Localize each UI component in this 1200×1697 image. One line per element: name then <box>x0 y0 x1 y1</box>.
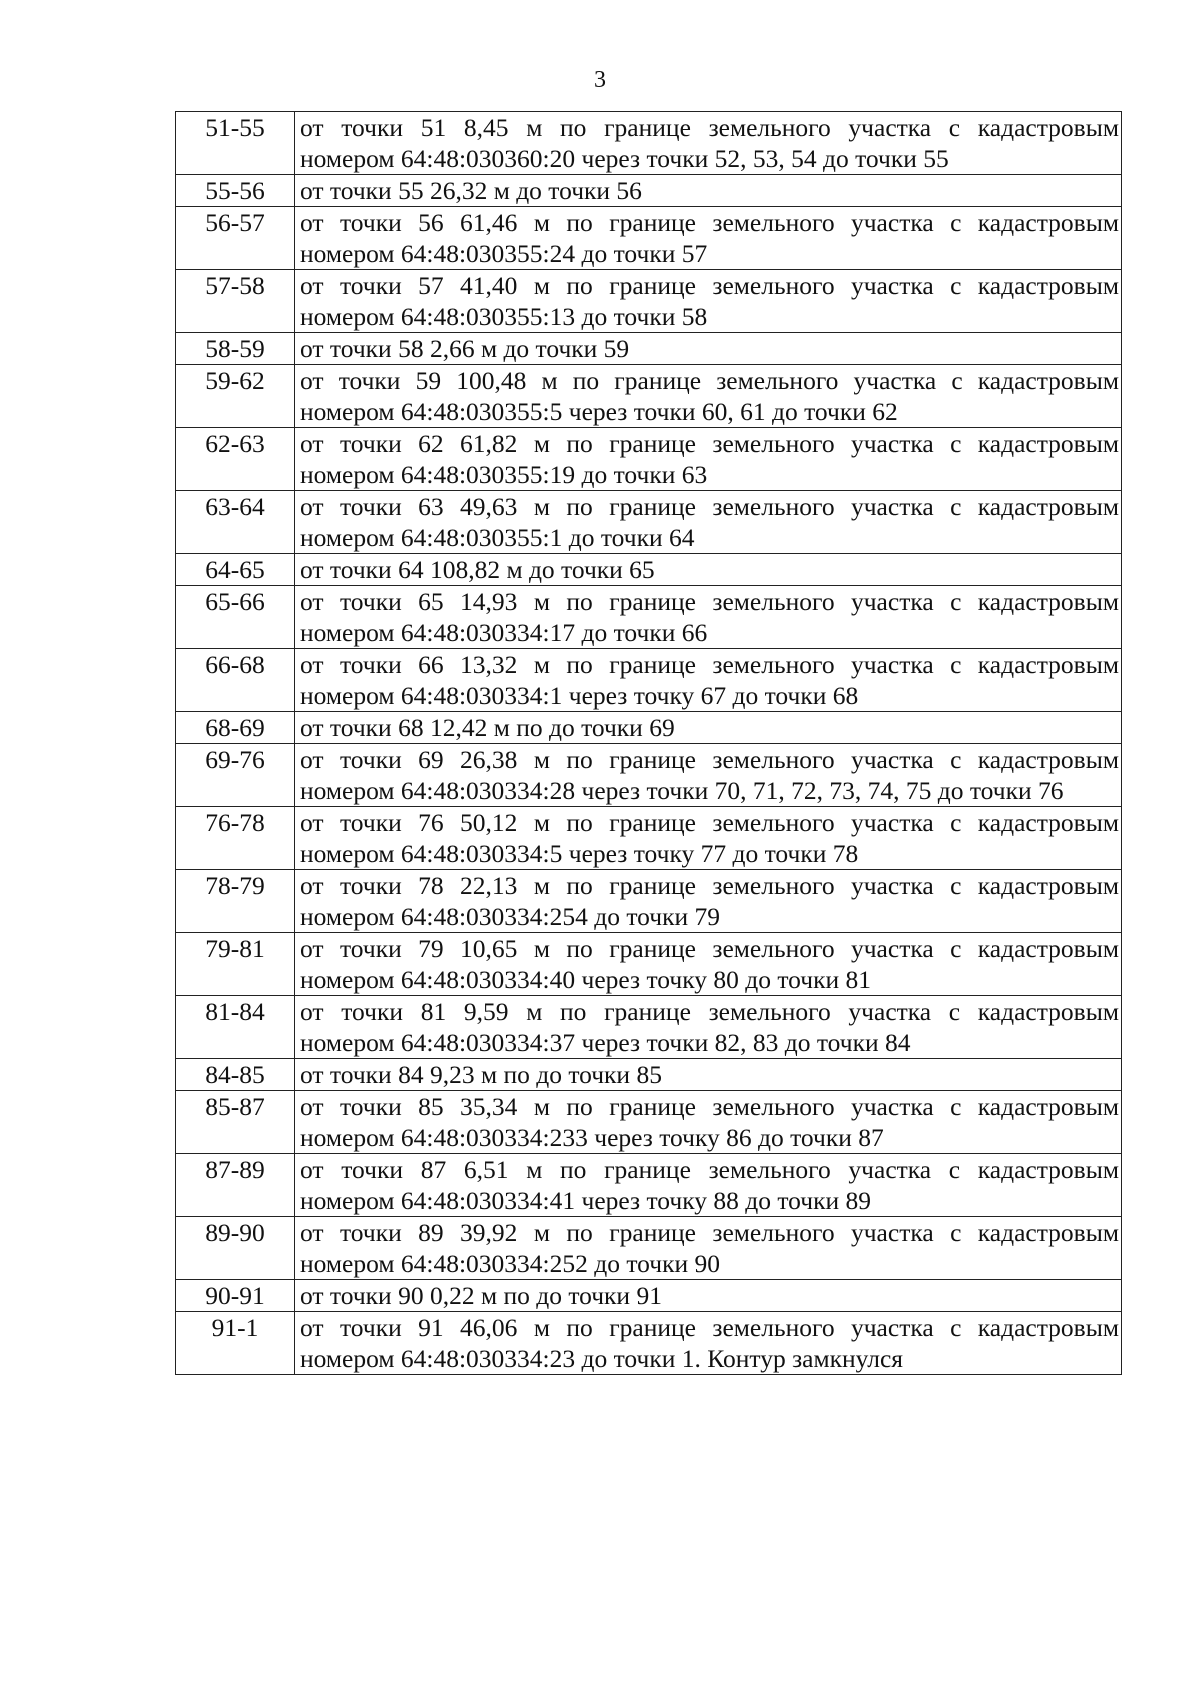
description-line: от точки 79 10,65 м по границе земельного участка с кадастровым <box>300 934 1119 963</box>
table-body <box>176 112 1122 1375</box>
description-cell <box>295 996 1122 1059</box>
table-row <box>176 586 1122 649</box>
segment-cell: 55-56 <box>176 175 295 207</box>
description-line: от точки 87 6,51 м по границе земельного участка с кадастровым <box>300 1155 1119 1184</box>
description-cell <box>295 270 1122 333</box>
description-cell <box>295 333 1122 365</box>
description-line-continuation: номером 64:48:030355:5 через точки 60, 61 до точки 62 <box>300 397 898 426</box>
table-row <box>176 1091 1122 1154</box>
table-row <box>176 428 1122 491</box>
description-line: от точки 58 2,66 м до точки 59 <box>300 334 630 363</box>
description-line-continuation: номером 64:48:030334:254 до точки 79 <box>300 902 721 931</box>
description-line: от точки 68 12,42 м по до точки 69 <box>300 713 675 742</box>
description-line-continuation: номером 64:48:030334:23 до точки 1. Контур замкнулся <box>300 1344 904 1373</box>
segment-cell: 85-87 <box>176 1091 295 1154</box>
table-row <box>176 1312 1122 1375</box>
description-line-continuation: номером 64:48:030334:5 через точку 77 до точки 78 <box>300 839 859 868</box>
description-line: от точки 55 26,32 м до точки 56 <box>300 176 642 205</box>
description-line-continuation: номером 64:48:030334:252 до точки 90 <box>300 1249 721 1278</box>
description-cell <box>295 1280 1122 1312</box>
segment-cell: 87-89 <box>176 1154 295 1217</box>
description-cell <box>295 712 1122 744</box>
table-row <box>176 333 1122 365</box>
description-line: от точки 89 39,92 м по границе земельного участка с кадастровым <box>300 1218 1119 1247</box>
segment-cell: 89-90 <box>176 1217 295 1280</box>
table-row <box>176 870 1122 933</box>
table-row <box>176 1217 1122 1280</box>
description-cell <box>295 428 1122 491</box>
description-cell <box>295 1217 1122 1280</box>
segment-cell: 78-79 <box>176 870 295 933</box>
table-row <box>176 365 1122 428</box>
description-line: от точки 85 35,34 м по границе земельного участка с кадастровым <box>300 1092 1119 1121</box>
segment-cell: 64-65 <box>176 554 295 586</box>
description-cell <box>295 554 1122 586</box>
description-cell <box>295 933 1122 996</box>
description-line: от точки 84 9,23 м по до точки 85 <box>300 1060 662 1089</box>
description-line: от точки 56 61,46 м по границе земельного участка с кадастровым <box>300 208 1119 237</box>
description-cell <box>295 1091 1122 1154</box>
table-row <box>176 933 1122 996</box>
segment-cell: 63-64 <box>176 491 295 554</box>
description-cell <box>295 175 1122 207</box>
segment-cell: 65-66 <box>176 586 295 649</box>
segment-cell: 68-69 <box>176 712 295 744</box>
description-cell <box>295 112 1122 175</box>
segment-cell: 79-81 <box>176 933 295 996</box>
description-line: от точки 65 14,93 м по границе земельного участка с кадастровым <box>300 587 1119 616</box>
table-row <box>176 744 1122 807</box>
table-row <box>176 649 1122 712</box>
description-line-continuation: номером 64:48:030355:1 до точки 64 <box>300 523 695 552</box>
segment-cell: 81-84 <box>176 996 295 1059</box>
segment-cell: 69-76 <box>176 744 295 807</box>
description-line: от точки 78 22,13 м по границе земельного участка с кадастровым <box>300 871 1119 900</box>
table-row <box>176 175 1122 207</box>
description-line: от точки 66 13,32 м по границе земельного участка с кадастровым <box>300 650 1119 679</box>
table-row <box>176 996 1122 1059</box>
description-cell <box>295 649 1122 712</box>
table-row <box>176 112 1122 175</box>
description-cell <box>295 207 1122 270</box>
description-line: от точки 91 46,06 м по границе земельного участка с кадастровым <box>300 1313 1119 1342</box>
table-row <box>176 554 1122 586</box>
description-line-continuation: номером 64:48:030334:28 через точки 70, 71, 72, 73, 74, 75 до точки 76 <box>300 776 1064 805</box>
segment-cell: 57-58 <box>176 270 295 333</box>
segment-cell: 66-68 <box>176 649 295 712</box>
description-line: от точки 51 8,45 м по границе земельного участка с кадастровым <box>300 113 1119 142</box>
table-row <box>176 207 1122 270</box>
description-line-continuation: номером 64:48:030334:17 до точки 66 <box>300 618 708 647</box>
segment-cell: 76-78 <box>176 807 295 870</box>
description-line: от точки 62 61,82 м по границе земельного участка с кадастровым <box>300 429 1119 458</box>
description-cell <box>295 586 1122 649</box>
segment-cell: 91-1 <box>176 1312 295 1375</box>
description-line-continuation: номером 64:48:030355:19 до точки 63 <box>300 460 708 489</box>
segment-cell: 62-63 <box>176 428 295 491</box>
description-line: от точки 63 49,63 м по границе земельного участка с кадастровым <box>300 492 1119 521</box>
description-line-continuation: номером 64:48:030355:13 до точки 58 <box>300 302 708 331</box>
page-number: 3 <box>594 67 606 93</box>
table-row <box>176 1059 1122 1091</box>
segment-cell: 90-91 <box>176 1280 295 1312</box>
boundary-description-table <box>175 111 1122 1375</box>
description-line: от точки 59 100,48 м по границе земельного участка с кадастровым <box>300 366 1119 395</box>
segment-cell: 84-85 <box>176 1059 295 1091</box>
table-row <box>176 712 1122 744</box>
description-line: от точки 90 0,22 м по до точки 91 <box>300 1281 662 1310</box>
description-cell <box>295 491 1122 554</box>
table-row <box>176 1154 1122 1217</box>
description-line: от точки 69 26,38 м по границе земельного участка с кадастровым <box>300 745 1119 774</box>
segment-cell: 58-59 <box>176 333 295 365</box>
description-line-continuation: номером 64:48:030334:233 через точку 86 до точки 87 <box>300 1123 884 1152</box>
description-cell <box>295 365 1122 428</box>
description-cell <box>295 744 1122 807</box>
segment-cell: 51-55 <box>176 112 295 175</box>
table-row <box>176 270 1122 333</box>
description-line-continuation: номером 64:48:030334:37 через точки 82, 83 до точки 84 <box>300 1028 911 1057</box>
segment-cell: 59-62 <box>176 365 295 428</box>
description-line-continuation: номером 64:48:030334:1 через точку 67 до точки 68 <box>300 681 859 710</box>
table-row <box>176 491 1122 554</box>
description-line-continuation: номером 64:48:030334:40 через точку 80 до точки 81 <box>300 965 871 994</box>
segment-cell: 56-57 <box>176 207 295 270</box>
description-cell <box>295 1059 1122 1091</box>
description-cell <box>295 807 1122 870</box>
description-line: от точки 57 41,40 м по границе земельного участка с кадастровым <box>300 271 1119 300</box>
table-row <box>176 807 1122 870</box>
description-cell <box>295 1312 1122 1375</box>
description-line: от точки 64 108,82 м до точки 65 <box>300 555 655 584</box>
description-cell <box>295 1154 1122 1217</box>
description-line: от точки 81 9,59 м по границе земельного участка с кадастровым <box>300 997 1119 1026</box>
description-line: от точки 76 50,12 м по границе земельного участка с кадастровым <box>300 808 1119 837</box>
description-line-continuation: номером 64:48:030334:41 через точку 88 до точки 89 <box>300 1186 871 1215</box>
description-line-continuation: номером 64:48:030360:20 через точки 52, 53, 54 до точки 55 <box>300 144 949 173</box>
description-line-continuation: номером 64:48:030355:24 до точки 57 <box>300 239 708 268</box>
description-cell <box>295 870 1122 933</box>
table-row <box>176 1280 1122 1312</box>
